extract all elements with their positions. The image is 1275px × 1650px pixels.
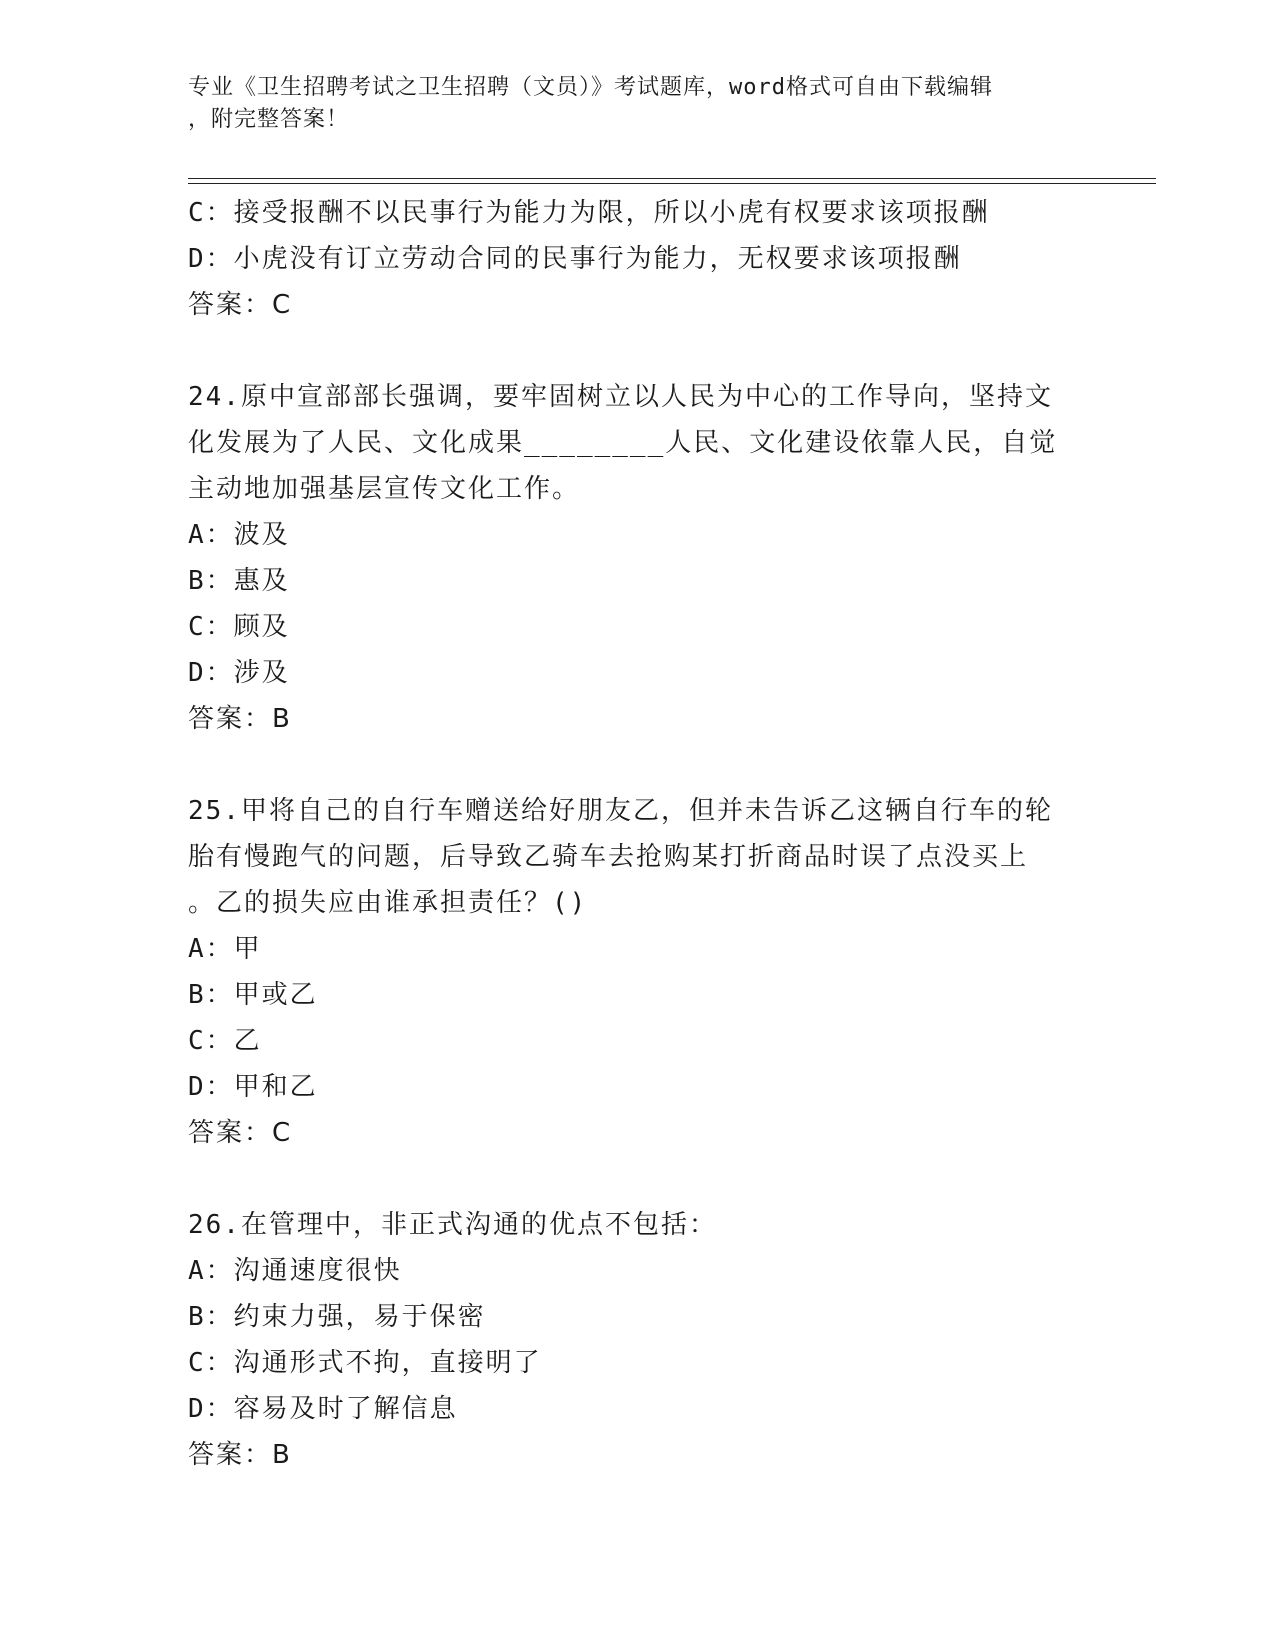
header-divider-top xyxy=(188,178,1156,179)
question-content xyxy=(188,190,1088,1478)
answer-line: 答案：B xyxy=(188,704,292,734)
option-a: A：波及 xyxy=(188,520,290,550)
answer-line: 答案：C xyxy=(188,290,293,320)
question-text: 主动地加强基层宣传文化工作。 xyxy=(188,474,581,504)
answer-line: 答案：C xyxy=(188,1118,293,1148)
option-d: D：容易及时了解信息 xyxy=(188,1394,458,1424)
document-header xyxy=(188,72,1088,136)
question-text: 化发展为了人民、文化成果________人民、文化建设依靠人民，自觉 xyxy=(188,428,1058,458)
question-26 xyxy=(188,1202,1088,1478)
option-c: C：接受报酬不以民事行为能力为限，所以小虎有权要求该项报酬 xyxy=(188,198,990,228)
spacer xyxy=(188,1156,1088,1202)
option-c: C：沟通形式不拘，直接明了 xyxy=(188,1348,542,1378)
option-d: D：甲和乙 xyxy=(188,1072,318,1102)
question-23-continued xyxy=(188,190,1088,328)
header-line-1: 专业《卫生招聘考试之卫生招聘（文员）》考试题库，word格式可自由下载编辑 xyxy=(188,75,993,100)
spacer xyxy=(188,742,1088,788)
answer-line: 答案：B xyxy=(188,1440,292,1470)
option-d: D：涉及 xyxy=(188,658,290,688)
option-b: B：甲或乙 xyxy=(188,980,318,1010)
option-b: B：惠及 xyxy=(188,566,290,596)
question-24 xyxy=(188,374,1088,742)
question-text: 26.在管理中，非正式沟通的优点不包括： xyxy=(188,1210,717,1240)
header-divider-bottom xyxy=(188,183,1156,184)
option-c: C：顾及 xyxy=(188,612,290,642)
question-25 xyxy=(188,788,1088,1156)
option-c: C：乙 xyxy=(188,1026,262,1056)
option-a: A：甲 xyxy=(188,934,262,964)
option-a: A：沟通速度很快 xyxy=(188,1256,402,1286)
option-b: B：约束力强，易于保密 xyxy=(188,1302,486,1332)
spacer xyxy=(188,328,1088,374)
question-text: 25.甲将自己的自行车赠送给好朋友乙，但并未告诉乙这辆自行车的轮 xyxy=(188,796,1053,826)
header-line-2: ，附完整答案！ xyxy=(188,107,350,132)
question-text: 24.原中宣部部长强调，要牢固树立以人民为中心的工作导向，坚持文 xyxy=(188,382,1053,412)
question-text: 胎有慢跑气的问题，后导致乙骑车去抢购某打折商品时误了点没买上 xyxy=(188,842,1029,872)
question-text: 。乙的损失应由谁承担责任？() xyxy=(188,888,588,918)
option-d: D：小虎没有订立劳动合同的民事行为能力，无权要求该项报酬 xyxy=(188,244,962,274)
